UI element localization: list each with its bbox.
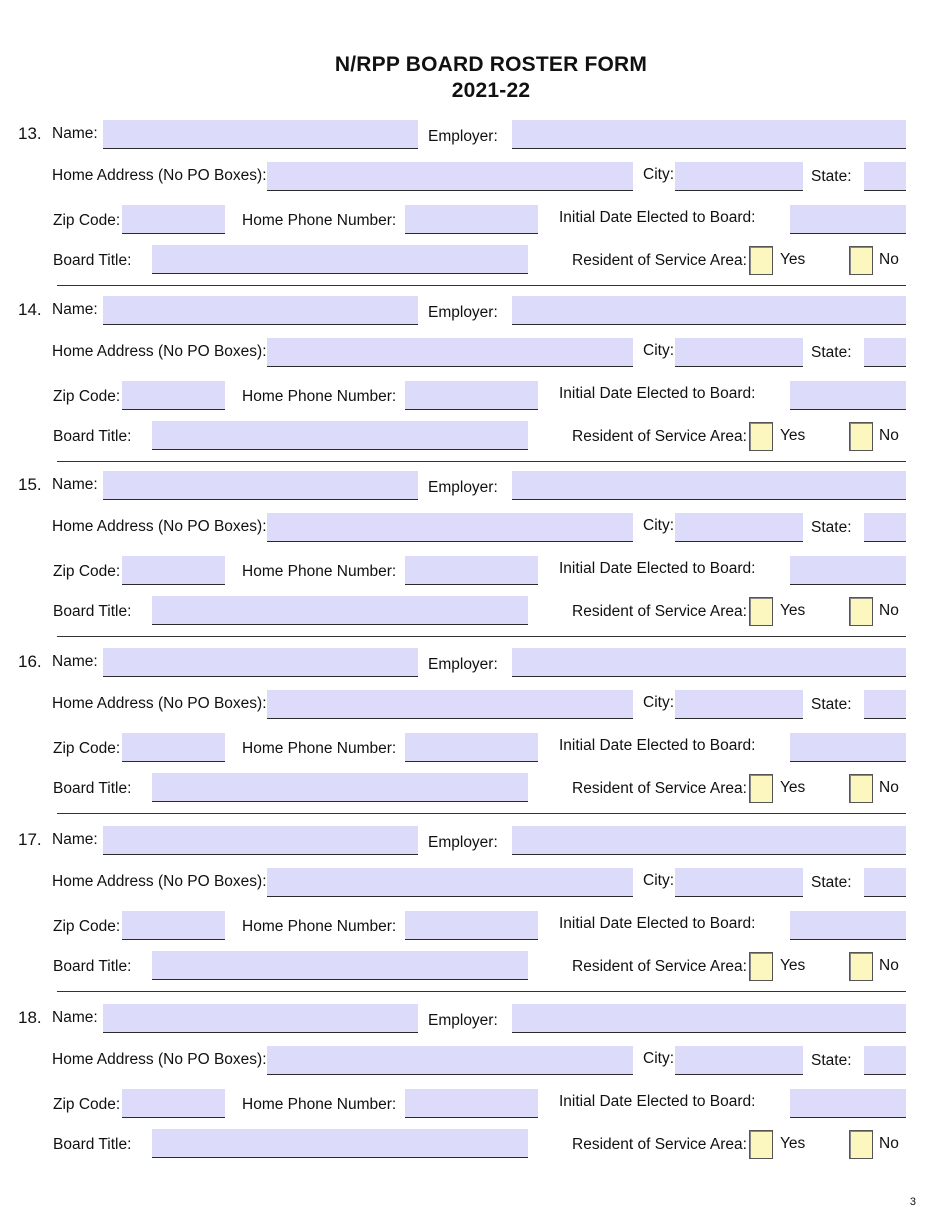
home-phone-input[interactable]: [405, 205, 538, 234]
zip-code-input[interactable]: [122, 381, 225, 410]
home-address-input[interactable]: [267, 338, 633, 367]
resident-label: Resident of Service Area:: [572, 603, 747, 620]
form-title: [0, 52, 950, 104]
employer-label: Employer:: [428, 128, 498, 145]
home-address-label: Home Address (No PO Boxes):: [52, 343, 267, 360]
state-label: State:: [811, 344, 852, 361]
entry-divider: [57, 636, 906, 637]
yes-label: Yes: [780, 1135, 806, 1152]
zip-code-label: Zip Code:: [53, 563, 121, 580]
initial-date-input[interactable]: [790, 556, 906, 585]
resident-yes-checkbox[interactable]: [749, 422, 773, 451]
name-label: Name:: [52, 653, 98, 670]
entry-number: 16.: [18, 652, 42, 671]
no-label: No: [879, 427, 899, 444]
entry-number: 13.: [18, 124, 42, 143]
employer-input[interactable]: [512, 296, 906, 325]
name-input[interactable]: [103, 120, 418, 149]
resident-yes-checkbox[interactable]: [749, 1130, 773, 1159]
home-address-label: Home Address (No PO Boxes):: [52, 1051, 267, 1068]
state-input[interactable]: [864, 338, 906, 367]
initial-date-label: Initial Date Elected to Board:: [559, 915, 756, 932]
name-input[interactable]: [103, 1004, 418, 1033]
resident-no-checkbox[interactable]: [849, 774, 873, 803]
zip-code-input[interactable]: [122, 556, 225, 585]
initial-date-input[interactable]: [790, 911, 906, 940]
page-number: 3: [909, 1196, 916, 1208]
employer-input[interactable]: [512, 471, 906, 500]
no-label: No: [879, 1135, 899, 1152]
zip-code-label: Zip Code:: [53, 388, 121, 405]
no-label: No: [879, 779, 899, 796]
home-address-label: Home Address (No PO Boxes):: [52, 695, 267, 712]
roster-entry-3: [0, 648, 950, 818]
employer-label: Employer:: [428, 1012, 498, 1029]
entry-number: 15.: [18, 475, 42, 494]
roster-entry-1: [0, 296, 950, 466]
state-input[interactable]: [864, 162, 906, 191]
home-phone-label: Home Phone Number:: [242, 740, 397, 757]
city-label: City:: [643, 1050, 674, 1067]
state-label: State:: [811, 696, 852, 713]
name-label: Name:: [52, 831, 98, 848]
city-label: City:: [643, 694, 674, 711]
home-phone-label: Home Phone Number:: [242, 563, 397, 580]
zip-code-input[interactable]: [122, 1089, 225, 1118]
city-input[interactable]: [675, 513, 803, 542]
board-title-input[interactable]: [152, 596, 528, 625]
state-label: State:: [811, 1052, 852, 1069]
state-input[interactable]: [864, 690, 906, 719]
no-label: No: [879, 602, 899, 619]
city-input[interactable]: [675, 868, 803, 897]
roster-entry-5: [0, 1004, 950, 1174]
board-title-input[interactable]: [152, 951, 528, 980]
resident-no-checkbox[interactable]: [849, 597, 873, 626]
state-label: State:: [811, 874, 852, 891]
home-address-input[interactable]: [267, 162, 633, 191]
state-input[interactable]: [864, 868, 906, 897]
zip-code-input[interactable]: [122, 911, 225, 940]
name-label: Name:: [52, 476, 98, 493]
state-input[interactable]: [864, 1046, 906, 1075]
home-address-label: Home Address (No PO Boxes):: [52, 873, 267, 890]
home-phone-input[interactable]: [405, 381, 538, 410]
board-title-label: Board Title:: [53, 252, 132, 269]
name-label: Name:: [52, 125, 98, 142]
home-phone-input[interactable]: [405, 556, 538, 585]
yes-label: Yes: [780, 957, 806, 974]
name-input[interactable]: [103, 296, 418, 325]
name-input[interactable]: [103, 826, 418, 855]
initial-date-label: Initial Date Elected to Board:: [559, 385, 756, 402]
entry-divider: [57, 285, 906, 286]
entry-divider: [57, 991, 906, 992]
name-label: Name:: [52, 1009, 98, 1026]
resident-no-checkbox[interactable]: [849, 246, 873, 275]
home-address-input[interactable]: [267, 868, 633, 897]
home-phone-input[interactable]: [405, 1089, 538, 1118]
board-title-label: Board Title:: [53, 428, 132, 445]
home-phone-label: Home Phone Number:: [242, 1096, 397, 1113]
no-label: No: [879, 957, 899, 974]
entry-divider: [57, 813, 906, 814]
yes-label: Yes: [780, 779, 806, 796]
board-title-input[interactable]: [152, 773, 528, 802]
resident-yes-checkbox[interactable]: [749, 597, 773, 626]
zip-code-label: Zip Code:: [53, 212, 121, 229]
entry-divider: [57, 461, 906, 462]
home-phone-input[interactable]: [405, 733, 538, 762]
home-address-input[interactable]: [267, 1046, 633, 1075]
roster-entry-2: [0, 471, 950, 641]
yes-label: Yes: [780, 602, 806, 619]
zip-code-label: Zip Code:: [53, 740, 121, 757]
city-label: City:: [643, 342, 674, 359]
employer-label: Employer:: [428, 479, 498, 496]
employer-label: Employer:: [428, 304, 498, 321]
board-title-input[interactable]: [152, 421, 528, 450]
page-subtitle: 2021-22: [451, 79, 531, 102]
board-title-label: Board Title:: [53, 603, 132, 620]
home-phone-label: Home Phone Number:: [242, 212, 397, 229]
board-title-label: Board Title:: [53, 1136, 132, 1153]
city-label: City:: [643, 517, 674, 534]
name-input[interactable]: [103, 471, 418, 500]
home-phone-label: Home Phone Number:: [242, 918, 397, 935]
initial-date-input[interactable]: [790, 205, 906, 234]
zip-code-label: Zip Code:: [53, 1096, 121, 1113]
board-title-label: Board Title:: [53, 780, 132, 797]
employer-input[interactable]: [512, 1004, 906, 1033]
entry-number: 14.: [18, 300, 42, 319]
initial-date-input[interactable]: [790, 381, 906, 410]
board-title-input[interactable]: [152, 245, 528, 274]
initial-date-label: Initial Date Elected to Board:: [559, 737, 756, 754]
initial-date-input[interactable]: [790, 1089, 906, 1118]
resident-label: Resident of Service Area:: [572, 1136, 747, 1153]
yes-label: Yes: [780, 427, 806, 444]
resident-label: Resident of Service Area:: [572, 958, 747, 975]
resident-yes-checkbox[interactable]: [749, 774, 773, 803]
resident-no-checkbox[interactable]: [849, 1130, 873, 1159]
home-address-input[interactable]: [267, 690, 633, 719]
initial-date-label: Initial Date Elected to Board:: [559, 560, 756, 577]
name-input[interactable]: [103, 648, 418, 677]
resident-label: Resident of Service Area:: [572, 780, 747, 797]
state-label: State:: [811, 519, 852, 536]
resident-label: Resident of Service Area:: [572, 252, 747, 269]
initial-date-label: Initial Date Elected to Board:: [559, 1093, 756, 1110]
city-input[interactable]: [675, 162, 803, 191]
zip-code-input[interactable]: [122, 733, 225, 762]
resident-yes-checkbox[interactable]: [749, 952, 773, 981]
city-input[interactable]: [675, 690, 803, 719]
home-address-input[interactable]: [267, 513, 633, 542]
resident-no-checkbox[interactable]: [849, 422, 873, 451]
roster-entry-0: [0, 120, 950, 290]
city-input[interactable]: [675, 338, 803, 367]
home-address-label: Home Address (No PO Boxes):: [52, 167, 267, 184]
entry-number: 18.: [18, 1008, 42, 1027]
zip-code-label: Zip Code:: [53, 918, 121, 935]
zip-code-input[interactable]: [122, 205, 225, 234]
yes-label: Yes: [780, 251, 806, 268]
resident-label: Resident of Service Area:: [572, 428, 747, 445]
city-input[interactable]: [675, 1046, 803, 1075]
state-input[interactable]: [864, 513, 906, 542]
initial-date-input[interactable]: [790, 733, 906, 762]
home-phone-input[interactable]: [405, 911, 538, 940]
state-label: State:: [811, 168, 852, 185]
board-title-label: Board Title:: [53, 958, 132, 975]
resident-no-checkbox[interactable]: [849, 952, 873, 981]
resident-yes-checkbox[interactable]: [749, 246, 773, 275]
employer-input[interactable]: [512, 648, 906, 677]
page-title: N/RPP BOARD ROSTER FORM: [334, 53, 648, 76]
home-address-label: Home Address (No PO Boxes):: [52, 518, 267, 535]
employer-input[interactable]: [512, 826, 906, 855]
city-label: City:: [643, 872, 674, 889]
board-title-input[interactable]: [152, 1129, 528, 1158]
name-label: Name:: [52, 301, 98, 318]
city-label: City:: [643, 166, 674, 183]
roster-entry-4: [0, 826, 950, 996]
entry-number: 17.: [18, 830, 42, 849]
initial-date-label: Initial Date Elected to Board:: [559, 209, 756, 226]
employer-label: Employer:: [428, 834, 498, 851]
no-label: No: [879, 251, 899, 268]
employer-input[interactable]: [512, 120, 906, 149]
employer-label: Employer:: [428, 656, 498, 673]
home-phone-label: Home Phone Number:: [242, 388, 397, 405]
